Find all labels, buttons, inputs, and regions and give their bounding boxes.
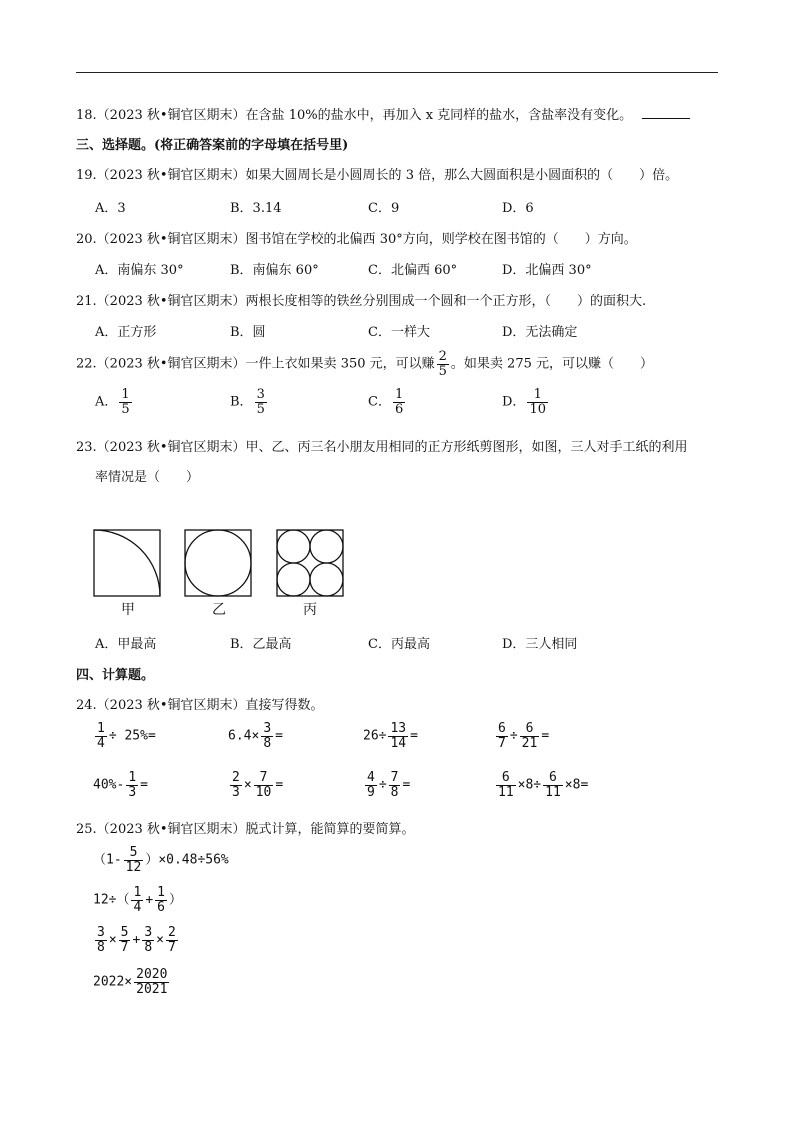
calc-item-1 xyxy=(93,722,156,750)
fraction-numerator: 4 xyxy=(367,770,375,785)
q20-option-d[interactable]: D．北偏西 30° xyxy=(502,263,592,278)
option-label: D． xyxy=(502,394,526,410)
q23-option-b[interactable]: B．乙最高 xyxy=(230,637,292,652)
fraction-numerator: 6 xyxy=(498,721,506,736)
q23-option-a[interactable]: A．甲最高 xyxy=(95,637,157,652)
calc-pre: 6.4× xyxy=(228,728,260,744)
fraction-numerator: 3 xyxy=(144,925,153,940)
calc-post: = xyxy=(275,777,284,793)
fraction-numerator: 1 xyxy=(533,387,542,402)
fraction-numerator: 1 xyxy=(97,721,105,736)
answer-blank[interactable] xyxy=(642,108,690,119)
q20-option-b[interactable]: B．南偏东 60° xyxy=(230,263,319,278)
fraction-numerator: 2 xyxy=(167,925,176,940)
calc-pre: 40%- xyxy=(93,777,125,793)
fraction-denominator: 4 xyxy=(133,899,142,915)
fraction-denominator: 7 xyxy=(167,939,176,955)
calc-operator: × xyxy=(243,777,252,793)
option-label: A． xyxy=(95,394,118,410)
q23-option-d[interactable]: D．三人相同 xyxy=(502,637,578,652)
fraction-numerator: 2 xyxy=(438,349,447,364)
q20-option-a[interactable]: A．南偏东 30° xyxy=(95,263,184,278)
calc-post: = xyxy=(541,728,550,744)
fraction-denominator: 14 xyxy=(390,735,407,751)
fraction-numerator: 1 xyxy=(121,387,130,402)
q22-option-a[interactable] xyxy=(95,388,134,416)
calc-item-7 xyxy=(363,771,410,799)
q21-option-b[interactable]: B．圆 xyxy=(230,325,266,340)
fraction-denominator: 5 xyxy=(121,401,130,417)
calc-item-4 xyxy=(494,722,549,750)
caption-yi: 乙 xyxy=(212,602,226,618)
expression-1 xyxy=(93,846,229,874)
section-4-title: 四、计算题。 xyxy=(76,668,155,683)
q19-option-a[interactable]: A．3 xyxy=(95,201,126,216)
fraction-numerator: 3 xyxy=(263,721,272,736)
calc-rest: ÷ 25%= xyxy=(108,728,156,744)
calc-item-3 xyxy=(363,722,418,750)
fraction-denominator: 3 xyxy=(128,784,137,800)
question-19: 19.（2023 秋•铜官区期末）如果大圆周长是小圆周长的 3 倍，那么大圆面积是小圆面积的（ ）倍。 xyxy=(76,168,679,183)
option-label: B． xyxy=(230,394,253,410)
option-label: C． xyxy=(368,394,391,410)
fraction-denominator: 7 xyxy=(498,735,506,751)
q21-option-a[interactable]: A．正方形 xyxy=(95,325,157,340)
expr-post: ）×0.48÷56% xyxy=(145,852,229,868)
calc-post: = xyxy=(402,777,411,793)
calc-item-2 xyxy=(228,722,283,750)
fraction-numerator: 6 xyxy=(549,770,557,785)
fraction-numerator: 3 xyxy=(97,925,105,940)
fraction-denominator: 8 xyxy=(390,784,399,800)
question-22 xyxy=(76,350,653,378)
fraction-numerator: 2 xyxy=(232,770,240,785)
expr-operator: × xyxy=(108,932,117,948)
figure-bing xyxy=(277,530,343,596)
fraction-denominator: 12 xyxy=(125,859,142,875)
expr-operator: + xyxy=(132,932,141,948)
calc-item-5 xyxy=(93,771,148,799)
calc-item-6 xyxy=(228,771,283,799)
q19-option-d[interactable]: D．6 xyxy=(502,201,534,216)
q22-option-b[interactable] xyxy=(230,388,269,416)
expr-pre: 2022× xyxy=(93,974,133,990)
question-20: 20.（2023 秋•铜官区期末）图书馆在学校的北偏西 30°方向，则学校在图书馆的（ ）方向。 xyxy=(76,232,637,247)
expression-3 xyxy=(93,926,180,954)
fraction-numerator: 2020 xyxy=(136,967,168,982)
caption-jia: 甲 xyxy=(121,602,135,618)
fraction-numerator: 5 xyxy=(120,925,129,940)
q22-fraction xyxy=(437,350,449,378)
figure-jia xyxy=(94,530,160,596)
question-23-line1: 23.（2023 秋•铜官区期末）甲、乙、丙三名小朋友用相同的正方形纸剪图形，如图，三人对手工纸的利用 xyxy=(76,440,688,455)
calc-operator: ×8÷ xyxy=(517,777,542,793)
expression-2 xyxy=(93,886,182,914)
fraction-numerator: 1 xyxy=(128,770,137,785)
header-rule xyxy=(76,72,718,73)
calc-operator: ÷ xyxy=(378,777,387,793)
q23-option-c[interactable]: C．丙最高 xyxy=(368,637,430,652)
calc-post: ×8= xyxy=(564,777,589,793)
fraction-numerator: 7 xyxy=(390,770,399,785)
fraction-denominator: 5 xyxy=(256,401,265,417)
question-21: 21.（2023 秋•铜官区期末）两根长度相等的铁丝分别围成一个圆和一个正方形，（ ）的面积大. xyxy=(76,294,647,309)
fraction-numerator: 1 xyxy=(133,885,142,900)
question-23-line2: 率情况是（ ） xyxy=(95,470,200,485)
expr-post: ） xyxy=(168,892,182,908)
fraction-denominator: 7 xyxy=(120,939,129,955)
fraction-denominator: 10 xyxy=(255,784,272,800)
question-18 xyxy=(76,104,690,123)
q22-option-c[interactable] xyxy=(368,388,407,416)
fraction-denominator: 8 xyxy=(97,939,105,955)
figure-yi xyxy=(185,530,251,596)
fraction-denominator: 3 xyxy=(232,784,240,800)
expr-operator: × xyxy=(156,932,164,948)
expr-pre: （1- xyxy=(93,852,122,868)
calc-post: = xyxy=(275,728,283,744)
fraction-numerator: 1 xyxy=(394,387,404,402)
fraction-numerator: 6 xyxy=(501,770,510,785)
q19-option-b[interactable]: B．3.14 xyxy=(230,201,282,216)
q22-post: 。如果卖 275 元，可以赚（ ） xyxy=(450,356,653,372)
question-25: 25.（2023 秋•铜官区期末）脱式计算，能简算的要简算。 xyxy=(76,822,415,837)
expression-4 xyxy=(93,968,171,996)
expr-pre: 12÷（ xyxy=(93,892,130,908)
q21-option-c[interactable]: C．一样大 xyxy=(368,325,430,340)
q18-text: 18.（2023 秋•铜官区期末）在含盐 10%的盐水中，再加入 x 克同样的盐水，含盐率没有变化。 xyxy=(76,108,633,123)
fraction-denominator: 21 xyxy=(521,735,538,751)
fraction-numerator: 1 xyxy=(157,885,165,900)
calc-item-8 xyxy=(494,771,588,799)
question-24: 24.（2023 秋•铜官区期末）直接写得数。 xyxy=(76,698,324,713)
section-3-title: 三、选择题。(将正确答案前的字母填在括号里) xyxy=(76,138,349,153)
fraction-denominator: 11 xyxy=(545,784,561,800)
fraction-numerator: 6 xyxy=(525,721,534,736)
expr-operator: + xyxy=(145,892,154,908)
fraction-denominator: 11 xyxy=(498,784,514,800)
fraction-denominator: 6 xyxy=(157,899,165,915)
fraction-denominator: 2021 xyxy=(136,981,168,997)
fraction-numerator: 13 xyxy=(390,721,407,736)
fraction-numerator: 5 xyxy=(129,845,138,860)
q22-option-d[interactable] xyxy=(502,388,550,416)
fraction-denominator: 4 xyxy=(97,735,105,751)
fraction-denominator: 6 xyxy=(394,401,404,417)
caption-bing: 丙 xyxy=(303,602,317,618)
fraction-denominator: 9 xyxy=(367,784,375,800)
fraction-denominator: 8 xyxy=(144,939,153,955)
fraction-denominator: 5 xyxy=(438,363,447,379)
q21-option-d[interactable]: D．无法确定 xyxy=(502,325,578,340)
paper-cut-figure xyxy=(90,528,350,598)
q20-option-c[interactable]: C．北偏西 60° xyxy=(368,263,458,278)
calc-operator: ÷ xyxy=(509,728,518,744)
calc-pre: 26÷ xyxy=(363,728,387,744)
q19-option-c[interactable]: C．9 xyxy=(368,201,400,216)
calc-post: = xyxy=(140,777,148,793)
calc-post: = xyxy=(410,728,418,744)
q22-pre: 22.（2023 秋•铜官区期末）一件上衣如果卖 350 元，可以赚 xyxy=(76,356,435,372)
fraction-numerator: 7 xyxy=(259,770,268,785)
fraction-denominator: 8 xyxy=(263,735,272,751)
fraction-numerator: 3 xyxy=(256,387,265,402)
fraction-denominator: 10 xyxy=(529,401,546,417)
